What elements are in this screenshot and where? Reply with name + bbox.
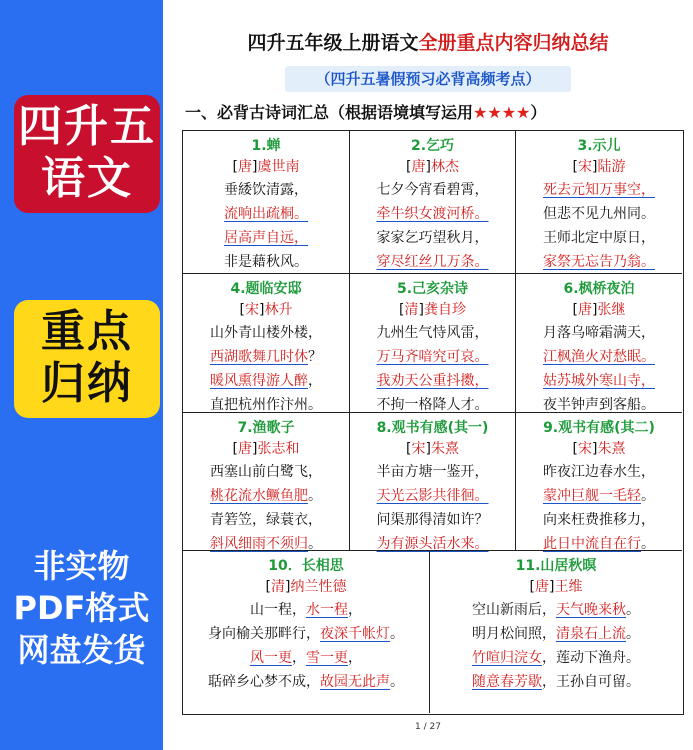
delivery-note-line: PDF格式 [13,589,150,627]
key-phrase: 清泉石上流 [556,626,626,642]
poem-line [183,178,349,202]
poem-title: 9.观书有感(其二) [543,420,655,436]
author-name: 龚自珍 [423,302,466,318]
poem-line [516,250,682,274]
poem-author [516,156,682,178]
poem-line [183,202,349,226]
poem-line [430,646,682,670]
dynasty: 宋 [411,441,426,457]
poem-title: 11.山居秋暝 [515,558,597,574]
author-name: 朱熹 [430,441,459,457]
poem-cell [183,551,429,713]
poem-line [516,508,682,532]
line-text: 。 [308,488,322,504]
poem-row [183,274,682,413]
page-title [163,28,693,55]
poem-cell [349,131,515,273]
key-phrase: 万马齐喑究可哀。 [376,349,489,365]
line-text: 。 [390,674,404,690]
title-main: 四升五年级上册语文 [247,32,419,54]
delivery-note [0,545,163,671]
key-phrase: 死去元知万事空， [543,182,655,198]
poem-title: 8.观书有感(其一) [376,420,489,436]
poem-title: 6.枫桥夜泊 [563,281,635,297]
key-phrase: 斜风细雨不须归 [210,536,308,552]
line-text: 月落乌啼霜满天， [543,325,655,341]
author-name: 林杰 [430,159,459,175]
line-text: 聒碎乡心梦不成， [208,674,320,690]
line-text: 王孙自可留。 [556,674,640,690]
poem-cell [429,551,682,713]
dynasty: 唐 [411,159,426,175]
line-text: 山外青山楼外楼， [210,325,322,341]
key-phrase: 家祭无忘告乃翁。 [543,254,655,270]
poem-line [516,484,682,508]
poem-line [183,250,349,274]
left-promo-panel [0,0,163,750]
author-name: 朱熹 [597,441,626,457]
dynasty: 唐 [238,441,252,457]
poem-line [350,202,515,226]
poem-line [183,460,349,484]
line-text: 夜半钟声到客船。 [543,397,655,413]
key-phrase: 竹喧归浣女 [472,650,542,666]
poem-title: 5.己亥杂诗 [396,281,469,297]
line-text: 不拘一格降人才。 [376,397,489,413]
author-name: 林升 [264,302,293,318]
line-text: ， [292,650,306,666]
poem-row [183,551,682,713]
line-text: 。 [626,602,640,618]
poem-line [183,484,349,508]
line-text: 七夕今宵看碧霄， [376,182,489,198]
poem-title: 1.蝉 [251,138,281,154]
author-name: 张志和 [257,441,300,457]
line-text: 空山新雨后， [472,602,556,618]
bracket: [ [572,441,578,457]
poem-cell [183,274,349,412]
poem-title: 4.题临安邸 [230,281,302,297]
line-text: 。 [308,536,322,552]
poem-author [183,576,429,598]
line-text: 。 [641,488,655,504]
poem-row [183,131,682,274]
line-text: 。 [390,626,404,642]
poem-line [350,226,515,250]
key-phrase: 故园无此声 [320,674,390,690]
line-text: ， [542,650,556,666]
bracket: ] [425,159,431,175]
key-phrase: 我劝天公重抖擞， [376,373,489,389]
line-text: 家家乞巧望秋月， [376,230,489,246]
poem-cell [349,413,515,550]
bracket: [ [399,302,405,318]
title-highlight: 全册重点内容归纳总结 [418,32,609,54]
bracket: ] [259,302,265,318]
key-phrase: 此日中流自在行 [543,536,641,552]
poem-line [183,345,349,369]
poem-author [516,438,682,460]
line-text: 九州生气恃风雷， [376,325,489,341]
poem-line [183,646,429,670]
key-phrase: 天气晚来秋 [556,602,626,618]
key-phrase: 桃花流水鳜鱼肥 [210,488,308,504]
poem-cell [349,274,515,412]
poem-line [183,508,349,532]
line-text: 问渠那得清如许？ [376,512,489,528]
poem-line [430,598,682,622]
poem-line [350,484,515,508]
poem-line [350,345,515,369]
summary-badge-line: 归纳 [41,358,133,409]
delivery-note-line: 网盘发货 [17,631,146,669]
bracket: ] [592,159,598,175]
bracket: [ [239,302,245,318]
section-text: 一、必背古诗词汇总（根据语境填写运用 [185,103,474,122]
dynasty: 宋 [578,159,592,175]
poem-cell [183,131,349,273]
bracket: ] [285,579,291,595]
poem-line [350,369,515,393]
line-text: 。 [626,626,640,642]
author-name: 虞世南 [257,159,300,175]
line-text: 。 [641,536,655,552]
poem-author [350,438,515,460]
dynasty: 宋 [245,302,259,318]
summary-badge-line: 重点 [41,306,133,357]
summary-badge [14,300,160,418]
bracket: [ [572,302,578,318]
poem-line [350,178,515,202]
dynasty: 清 [271,579,285,595]
key-phrase: 姑苏城外寒山寺， [543,373,655,389]
bracket: [ [265,579,271,595]
key-phrase: 为有源头活水来。 [376,536,489,552]
poem-line [516,369,682,393]
bracket: ] [549,579,555,595]
poem-line [350,321,515,345]
key-phrase: 水一程 [306,602,348,618]
key-phrase: 天光云影共徘徊。 [376,488,489,504]
dynasty: 清 [404,302,419,318]
key-phrase: 流响出疏桐。 [224,206,308,222]
key-phrase: 暖风熏得游人醉 [210,373,308,389]
poem-author [183,438,349,460]
section-heading [185,100,546,123]
key-phrase: 穿尽红丝几万条。 [376,254,489,270]
dynasty: 唐 [238,159,252,175]
line-text: 直把杭州作汴州。 [210,397,322,413]
poem-line [516,226,682,250]
poem-line [183,369,349,393]
poem-line [516,460,682,484]
line-text: ， [542,674,556,690]
key-phrase: 江枫渔火对愁眠。 [543,349,655,365]
line-text: ， [348,650,362,666]
dynasty: 唐 [535,579,549,595]
line-text: ？ [308,349,322,365]
poem-line [350,508,515,532]
key-phrase: 夜深千帐灯 [320,626,390,642]
poem-grid [182,130,684,715]
author-name: 纳兰性德 [290,579,347,595]
poem-line [183,670,429,694]
poem-author [183,156,349,178]
key-phrase: 居高声自远， [224,230,308,246]
poem-line [350,250,515,274]
line-text: 身向榆关那畔行， [208,626,320,642]
line-text: 非是藉秋风。 [224,254,308,270]
grade-badge-line: 四升五 [18,101,156,152]
grade-badge-line: 语文 [41,153,133,204]
poem-line [430,622,682,646]
poem-author [430,576,682,598]
poem-line [183,598,429,622]
rating-stars: ★★★★ [473,103,531,122]
author-name: 张继 [597,302,626,318]
line-text: 但悲不见九州同。 [543,206,655,222]
poem-line [516,202,682,226]
line-text: 明月松间照， [472,626,556,642]
bracket: ] [252,159,258,175]
document-page [163,0,693,750]
bracket: ] [592,441,598,457]
bracket: [ [529,579,535,595]
line-text: 王师北定中原日， [543,230,655,246]
line-text: ， [308,373,322,389]
poem-title: 10．长相思 [268,558,344,574]
section-close: ） [530,103,547,122]
delivery-note-line: 非实物 [33,547,130,585]
line-text: 垂緌饮清露， [224,182,308,198]
bracket: [ [232,441,238,457]
dynasty: 唐 [578,302,592,318]
key-phrase: 风一更 [250,650,292,666]
poem-row [183,413,682,551]
poem-line [516,321,682,345]
poem-line [183,321,349,345]
poem-cell [183,413,349,550]
key-phrase: 雪一更 [306,650,348,666]
line-text: 西塞山前白鹭飞， [210,464,322,480]
bracket: [ [232,159,238,175]
line-text: ， [348,602,362,618]
author-name: 陆游 [597,159,626,175]
poem-author [516,299,682,321]
poem-line [516,345,682,369]
poem-title: 3.示儿 [577,138,621,154]
poem-cell [515,131,682,273]
bracket: ] [592,302,598,318]
key-phrase: 随意春芳歇 [472,674,542,690]
grade-badge [14,95,160,213]
line-text: 山一程， [250,602,306,618]
bracket: ] [425,441,431,457]
poem-cell [515,413,682,550]
line-text: 向来枉费推移力， [543,512,655,528]
poem-author [350,299,515,321]
poem-line [516,178,682,202]
key-phrase: 西湖歌舞几时休 [210,349,308,365]
bracket: [ [406,441,412,457]
poem-author [183,299,349,321]
bracket: ] [252,441,258,457]
poem-line [350,460,515,484]
poem-author [350,156,515,178]
poem-line [183,622,429,646]
line-text: 莲动下渔舟。 [556,650,640,666]
line-text: 昨夜江边春水生， [543,464,655,480]
line-text: 青箬笠，绿蓑衣， [210,512,322,528]
dynasty: 宋 [578,441,592,457]
poem-cell [515,274,682,412]
page-subtitle: （四升五暑假预习必背高频考点） [285,66,571,92]
poem-line [183,226,349,250]
bracket: [ [406,159,412,175]
poem-line [430,670,682,694]
author-name: 王维 [554,579,583,595]
key-phrase: 蒙冲巨舰一毛轻 [543,488,641,504]
bracket: ] [418,302,424,318]
page-number: 1 / 27 [415,722,441,732]
poem-title: 7.渔歌子 [237,420,295,436]
poem-title: 2.乞巧 [410,138,455,154]
key-phrase: 牵牛织女渡河桥。 [376,206,489,222]
bracket: [ [572,159,578,175]
line-text: 半亩方塘一鉴开， [376,464,489,480]
